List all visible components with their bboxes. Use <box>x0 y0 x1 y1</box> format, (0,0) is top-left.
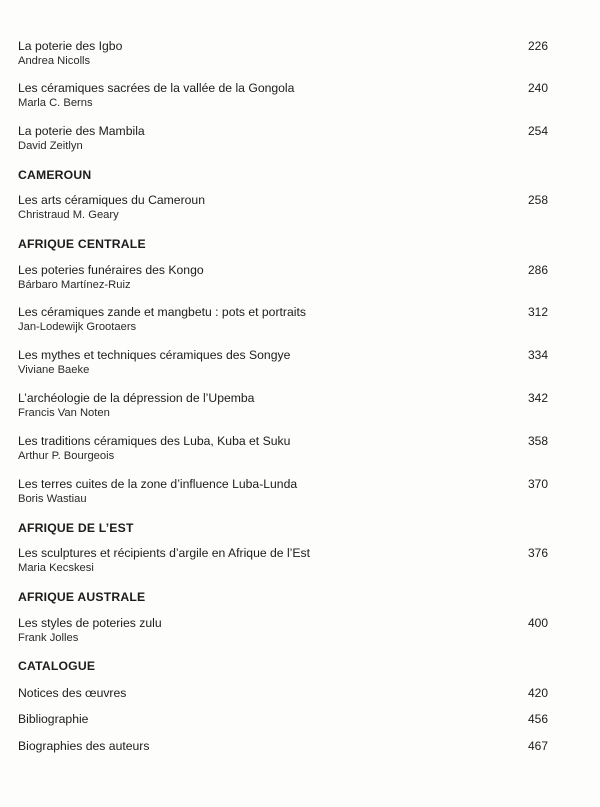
entry-page-number: 358 <box>527 434 548 448</box>
entry-title: Les céramiques zande et mangbetu : pots et portraits <box>18 305 306 319</box>
entry-author: Maria Kecskesi <box>18 562 94 574</box>
entry-author: Christraud M. Geary <box>18 209 119 221</box>
entry-title: Les terres cuites de la zone d’influence Luba-Lunda <box>18 477 298 491</box>
entry-author: Francis Van Noten <box>18 407 110 419</box>
entry-author: Marla C. Berns <box>18 97 93 109</box>
entry-author: Arthur P. Bourgeois <box>18 450 115 462</box>
toc-entry <box>18 124 548 153</box>
toc-entry <box>18 263 548 292</box>
entry-page-number: 312 <box>527 305 548 319</box>
entry-author: Viviane Baeke <box>18 364 90 376</box>
toc-entry <box>18 391 548 420</box>
entry-title: Les traditions céramiques des Luba, Kuba et Suku <box>18 434 291 448</box>
section-heading-catalogue: CATALOGUE <box>18 659 96 673</box>
entry-page-number: 467 <box>527 739 548 753</box>
entry-page-number: 456 <box>527 712 548 726</box>
toc-entry <box>18 81 548 110</box>
section-heading-afrique-est: AFRIQUE DE L’EST <box>18 521 134 535</box>
toc-entry <box>18 616 548 645</box>
entry-title: Les mythes et techniques céramiques des Songye <box>18 348 291 362</box>
entry-title: Biographies des auteurs <box>18 739 150 753</box>
entry-page-number: 334 <box>527 348 548 362</box>
entry-page-number: 342 <box>527 391 548 405</box>
entry-title: Notices des œuvres <box>18 686 127 700</box>
entry-title: Bibliographie <box>18 712 89 726</box>
toc-entry <box>18 305 548 334</box>
entry-page-number: 370 <box>527 477 548 491</box>
entry-title: L’archéologie de la dépression de l’Upemba <box>18 391 255 405</box>
section-heading-afrique-australe: AFRIQUE AUSTRALE <box>18 590 146 604</box>
entry-title: Les sculptures et récipients d’argile en Afrique de l’Est <box>18 546 310 560</box>
toc-entry <box>18 739 548 754</box>
toc-entry <box>18 434 548 463</box>
entry-page-number: 254 <box>527 124 548 138</box>
entry-page-number: 258 <box>527 193 548 207</box>
toc-entry <box>18 686 548 701</box>
entry-page-number: 376 <box>527 546 548 560</box>
entry-author: Boris Wastiau <box>18 493 87 505</box>
entry-title: Les poteries funéraires des Kongo <box>18 263 204 277</box>
entry-author: Andrea Nicolls <box>18 55 91 67</box>
entry-author: Frank Jolles <box>18 632 79 644</box>
toc-entry <box>18 193 548 222</box>
entry-title: Les céramiques sacrées de la vallée de la Gongola <box>18 81 295 95</box>
toc-entry <box>18 712 548 727</box>
toc-entry <box>18 39 548 68</box>
toc-entry <box>18 477 548 506</box>
entry-title: Les styles de poteries zulu <box>18 616 162 630</box>
toc-entry <box>18 546 548 575</box>
entry-title: La poterie des Mambila <box>18 124 145 138</box>
entry-title: La poterie des Igbo <box>18 39 123 53</box>
section-heading-afrique-centrale: AFRIQUE CENTRALE <box>18 237 146 251</box>
entry-title: Les arts céramiques du Cameroun <box>18 193 205 207</box>
entry-author: Jan-Lodewijk Grootaers <box>18 321 137 333</box>
entry-page-number: 240 <box>527 81 548 95</box>
entry-author: Bárbaro Martínez-Ruiz <box>18 279 131 291</box>
entry-page-number: 400 <box>527 616 548 630</box>
entry-author: David Zeitlyn <box>18 140 83 152</box>
toc-entry <box>18 348 548 377</box>
entry-page-number: 286 <box>527 263 548 277</box>
entry-page-number: 226 <box>527 39 548 53</box>
section-heading-cameroun: CAMEROUN <box>18 168 92 182</box>
entry-page-number: 420 <box>527 686 548 700</box>
